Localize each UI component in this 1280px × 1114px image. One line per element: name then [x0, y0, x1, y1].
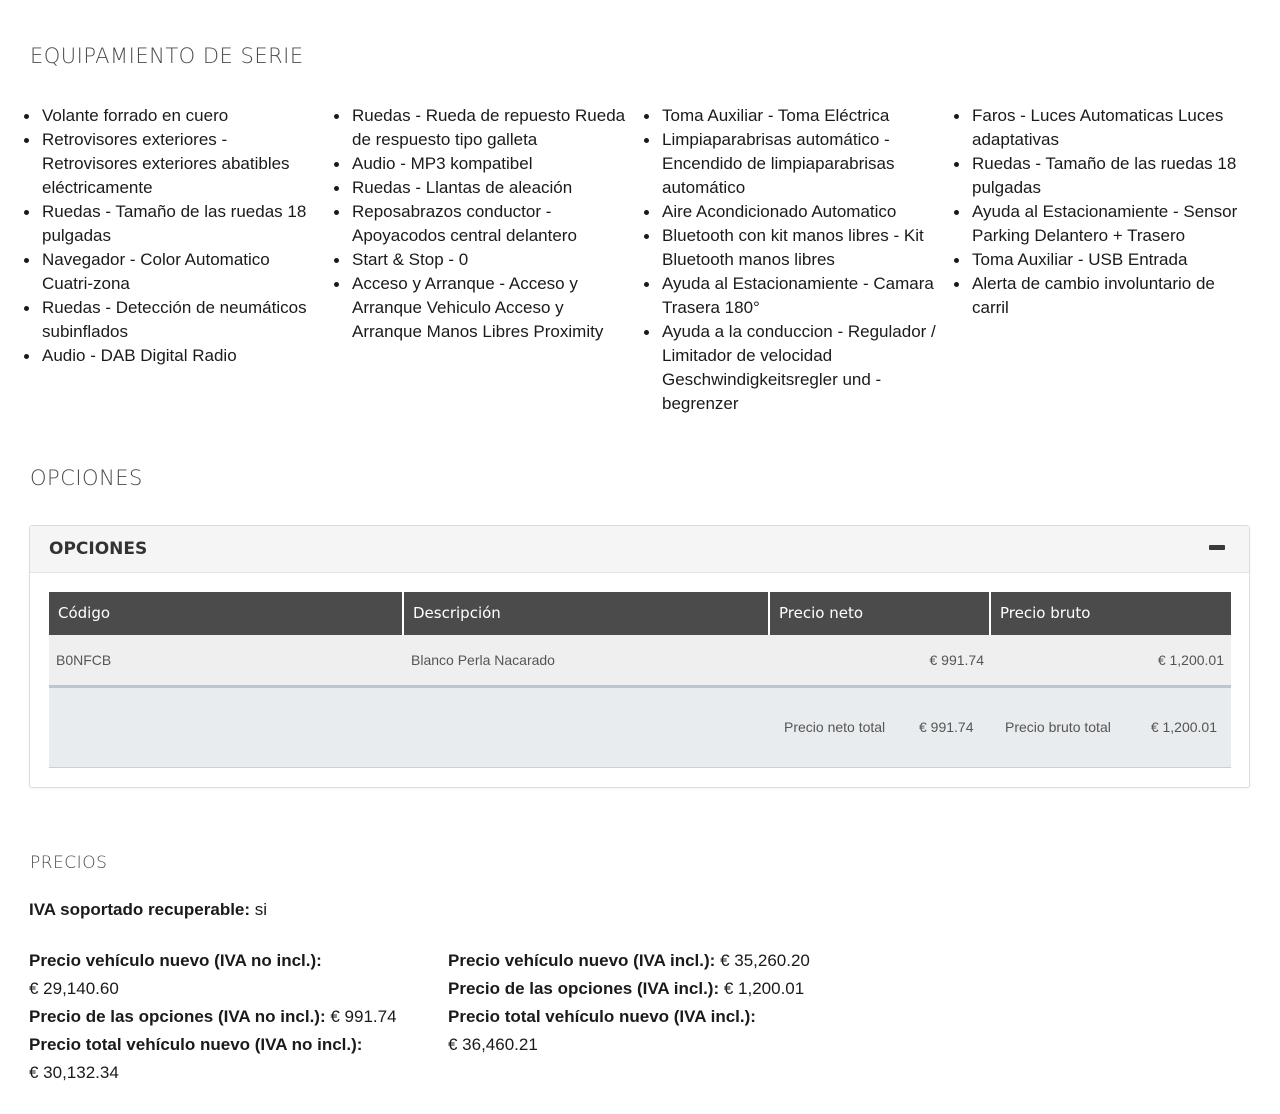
minus-icon[interactable]	[1209, 545, 1225, 550]
equipment-item: Audio - MP3 kompatibel	[332, 152, 642, 176]
equipment-item: Toma Auxiliar - Toma Eléctrica	[642, 104, 952, 128]
equipment-item: Ruedas - Detección de neumáticos subinflados	[22, 296, 332, 344]
equipment-column-1	[22, 104, 332, 416]
equipment-item: Reposabrazos conductor - Apoyacodos central delantero	[332, 200, 642, 248]
equipment-column-4	[952, 104, 1262, 416]
price-label: Precio total vehículo nuevo (IVA incl.):	[448, 1007, 756, 1026]
price-value: € 35,260.20	[720, 951, 810, 970]
equipment-item: Bluetooth con kit manos libres - Kit Bluetooth manos libres	[642, 224, 952, 272]
equipment-item: Ayuda al Estacionamiente - Sensor Parking Delantero + Trasero	[952, 200, 1262, 248]
price-value: € 29,140.60	[29, 979, 119, 998]
options-section-title: OPCIONES	[30, 466, 143, 490]
equipment-item: Limpiaparabrisas automático - Encendido de limpiaparabrisas automático	[642, 128, 952, 200]
equipment-item: Aire Acondicionado Automatico	[642, 200, 952, 224]
column-header-gross-price[interactable]: Precio bruto	[1000, 604, 1091, 622]
option-code: B0NFCB	[56, 652, 112, 668]
equipment-item: Start & Stop - 0	[332, 248, 642, 272]
price-value: € 36,460.21	[448, 1035, 538, 1054]
equipment-item: Audio - DAB Digital Radio	[22, 344, 332, 368]
price-label: Precio total vehículo nuevo (IVA no incl.):	[29, 1035, 363, 1054]
gross-total-value: € 1,200.01	[1150, 719, 1217, 735]
equipment-item: Toma Auxiliar - USB Entrada	[952, 248, 1262, 272]
option-gross-price: € 1,200.01	[1157, 652, 1224, 668]
table-row	[49, 635, 1231, 688]
price-value: € 30,132.34	[29, 1063, 119, 1082]
gross-total-label: Precio bruto total	[1005, 719, 1111, 735]
equipment-item: Ruedas - Tamaño de las ruedas 18 pulgadas	[952, 152, 1262, 200]
prices-section-title: PRECIOS	[30, 853, 108, 873]
equipment-item: Navegador - Color Automatico Cuatri-zona	[22, 248, 332, 296]
equipment-item: Ruedas - Llantas de aleación	[332, 176, 642, 200]
iva-value: si	[250, 900, 268, 919]
price-label: Precio vehículo nuevo (IVA no incl.):	[29, 951, 322, 970]
price-value: € 991.74	[330, 1007, 397, 1026]
equipment-item: Ayuda al Estacionamiente - Camara Trasera 180°	[642, 272, 952, 320]
equipment-item: Retrovisores exteriores - Retrovisores exteriores abatibles eléctricamente	[22, 128, 332, 200]
equipment-item: Acceso y Arranque - Acceso y Arranque Vehiculo Acceso y Arranque Manos Libres Proximity	[332, 272, 642, 344]
equipment-item: Alerta de cambio involuntario de carril	[952, 272, 1262, 320]
options-table	[49, 592, 1231, 768]
equipment-column-2	[332, 104, 642, 416]
equipment-column-3	[642, 104, 952, 416]
equipment-item: Ruedas - Rueda de repuesto Rueda de respuesto tipo galleta	[332, 104, 642, 152]
equipment-item: Ruedas - Tamaño de las ruedas 18 pulgadas	[22, 200, 332, 248]
column-header-code[interactable]: Código	[49, 592, 404, 635]
options-table-header	[49, 592, 1231, 635]
prices-column-incl-vat	[448, 947, 848, 1059]
price-label: Precio de las opciones (IVA no incl.):	[29, 1007, 326, 1026]
price-label: Precio vehículo nuevo (IVA incl.):	[448, 951, 716, 970]
iva-label: IVA soportado recuperable:	[29, 900, 251, 919]
price-value: € 1,200.01	[723, 979, 805, 998]
net-total-label: Precio neto total	[784, 719, 886, 735]
options-totals-row	[49, 688, 1231, 768]
options-panel-header[interactable]	[30, 526, 1249, 573]
prices-column-excl-vat	[29, 947, 429, 1087]
equipment-item: Ayuda a la conduccion - Regulador / Limitador de velocidad Geschwindigkeitsregler und - begrenzer	[642, 320, 952, 416]
equipment-item: Faros - Luces Automaticas Luces adaptativas	[952, 104, 1262, 152]
options-panel-title: OPCIONES	[49, 539, 148, 559]
option-net-price: € 991.74	[929, 652, 984, 668]
iva-recoverable	[29, 896, 267, 924]
net-total-value: € 991.74	[919, 719, 974, 735]
price-label: Precio de las opciones (IVA incl.):	[448, 979, 720, 998]
column-header-description[interactable]: Descripción	[404, 592, 770, 635]
equipment-section-title: EQUIPAMIENTO DE SERIE	[30, 44, 304, 68]
options-panel	[29, 525, 1250, 788]
column-header-net-price[interactable]: Precio neto	[770, 592, 991, 635]
equipment-item: Volante forrado en cuero	[22, 104, 332, 128]
option-description: Blanco Perla Nacarado	[411, 652, 555, 668]
equipment-list	[22, 104, 1262, 416]
